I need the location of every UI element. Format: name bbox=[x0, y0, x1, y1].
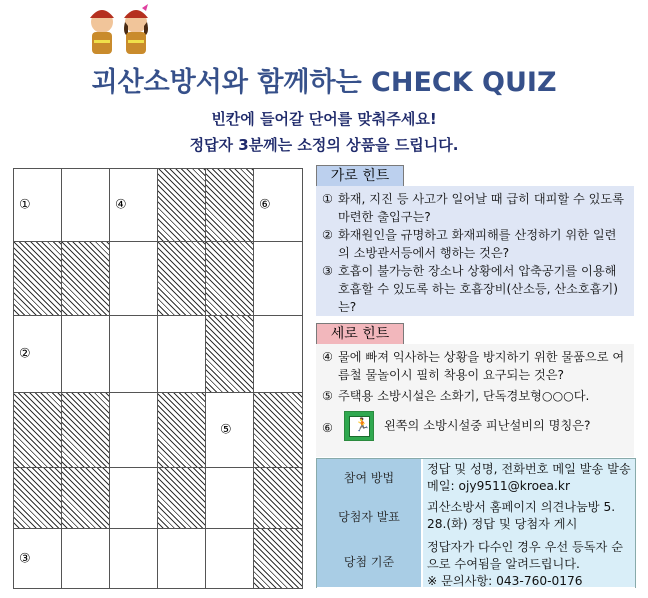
announce-value: 괴산소방서 홈페이지 의견나눔방 5. 28.(화) 정답 및 당첨자 게시 bbox=[423, 497, 635, 537]
blocked-cell bbox=[61, 241, 110, 316]
grid-cell[interactable] bbox=[205, 392, 254, 468]
down-hint-6: ⑥ 🏃 왼쪽의 소방시설중 피난설비의 명칭은? bbox=[322, 411, 628, 441]
firefighter-mascots-image bbox=[80, 4, 160, 62]
down-hint-heading: 세로 힌트 bbox=[316, 323, 404, 345]
across-hint-panel bbox=[316, 186, 634, 316]
grid-cell[interactable] bbox=[157, 528, 206, 589]
grid-cell[interactable] bbox=[109, 241, 158, 316]
grid-cell[interactable] bbox=[205, 528, 254, 589]
announcement-row bbox=[317, 497, 635, 538]
blocked-cell bbox=[13, 392, 62, 468]
crossword-grid bbox=[13, 168, 303, 589]
blocked-cell bbox=[157, 467, 206, 529]
grid-cell[interactable] bbox=[253, 241, 303, 316]
clue-number: ③ bbox=[19, 551, 31, 566]
blocked-cell bbox=[205, 241, 254, 316]
announce-label: 당첨자 발표 bbox=[317, 497, 421, 537]
grid-cell[interactable] bbox=[61, 528, 110, 589]
grid-cell[interactable] bbox=[253, 168, 303, 242]
criteria-value: 정답자가 다수인 경우 우선 등독자 순으로 수여됨을 알려드립니다. bbox=[427, 540, 623, 571]
contact-line: ※ 문의사항: 043-760-0176 bbox=[427, 574, 583, 588]
grid-cell[interactable] bbox=[61, 168, 110, 242]
across-hint-heading: 가로 힌트 bbox=[316, 165, 404, 187]
grid-cell[interactable] bbox=[109, 315, 158, 393]
participate-value: 정답 및 성명, 전화번호 메일 발송 발송 메일: ojy9511@kroea.kr bbox=[423, 459, 635, 497]
grid-cell[interactable] bbox=[109, 467, 158, 529]
blocked-cell bbox=[205, 168, 254, 242]
down-hint-5: ⑤ 주택용 소방시설은 소화기, 단독경보형○○○다. bbox=[322, 389, 590, 403]
participation-info-table bbox=[316, 458, 636, 588]
blocked-cell bbox=[157, 392, 206, 468]
blocked-cell bbox=[253, 467, 303, 529]
grid-cell[interactable] bbox=[109, 392, 158, 468]
grid-cell[interactable] bbox=[205, 467, 254, 529]
blocked-cell bbox=[157, 168, 206, 242]
blocked-cell bbox=[253, 392, 303, 468]
blocked-cell bbox=[13, 241, 62, 316]
criteria-row bbox=[317, 537, 635, 588]
clue-number: ④ bbox=[115, 197, 127, 213]
grid-cell[interactable] bbox=[13, 528, 62, 589]
grid-cell[interactable] bbox=[157, 315, 206, 393]
across-hint-3: ③ 호흡이 불가능한 장소나 상황에서 압축공기를 이용해 호흡할 수 있도록 하는 호흡장비(산소등, 산소호흡기)는? bbox=[322, 264, 618, 314]
clue-number: ⑤ bbox=[220, 422, 232, 438]
blocked-cell bbox=[61, 392, 110, 468]
emergency-exit-sign-icon: 🏃 bbox=[344, 411, 374, 441]
grid-cell[interactable] bbox=[109, 168, 158, 242]
blocked-cell bbox=[253, 528, 303, 589]
grid-cell[interactable] bbox=[109, 528, 158, 589]
participation-row bbox=[317, 459, 635, 498]
grid-cell[interactable] bbox=[253, 315, 303, 393]
participate-label: 참여 방법 bbox=[317, 459, 421, 497]
page-title: 괴산소방서와 함께하는 CHECK QUIZ bbox=[91, 67, 557, 98]
clue-number: ② bbox=[19, 346, 31, 362]
clue-number: ⑥ bbox=[259, 197, 271, 213]
across-hint-1: ① 화재, 지진 등 사고가 일어날 때 급히 대피할 수 있도록 마련한 출입구는? bbox=[322, 192, 624, 224]
grid-cell[interactable] bbox=[13, 168, 62, 242]
grid-cell[interactable] bbox=[61, 315, 110, 393]
blocked-cell bbox=[13, 467, 62, 529]
grid-cell[interactable] bbox=[13, 315, 62, 393]
across-hint-2: ② 화재원인을 규명하고 화재피해를 산정하기 위한 일련의 소방관서등에서 행하는 것은? bbox=[322, 228, 617, 260]
criteria-label: 당첨 기준 bbox=[317, 537, 421, 587]
criteria-value-block bbox=[423, 537, 635, 587]
blocked-cell bbox=[61, 467, 110, 529]
instruction-line: 빈칸에 들어갈 단어를 맞춰주세요! bbox=[211, 110, 437, 128]
blocked-cell bbox=[157, 241, 206, 316]
prize-line: 정답자 3분께는 소정의 상품을 드립니다. bbox=[189, 136, 459, 154]
down-hint-4: ④ 물에 빠져 익사하는 상황을 방지하기 위한 물품으로 여름철 물놀이시 필히 착용이 요구되는 것은? bbox=[322, 350, 625, 382]
clue-number: ① bbox=[19, 197, 31, 213]
blocked-cell bbox=[205, 315, 254, 393]
down-hint-panel bbox=[316, 344, 634, 457]
